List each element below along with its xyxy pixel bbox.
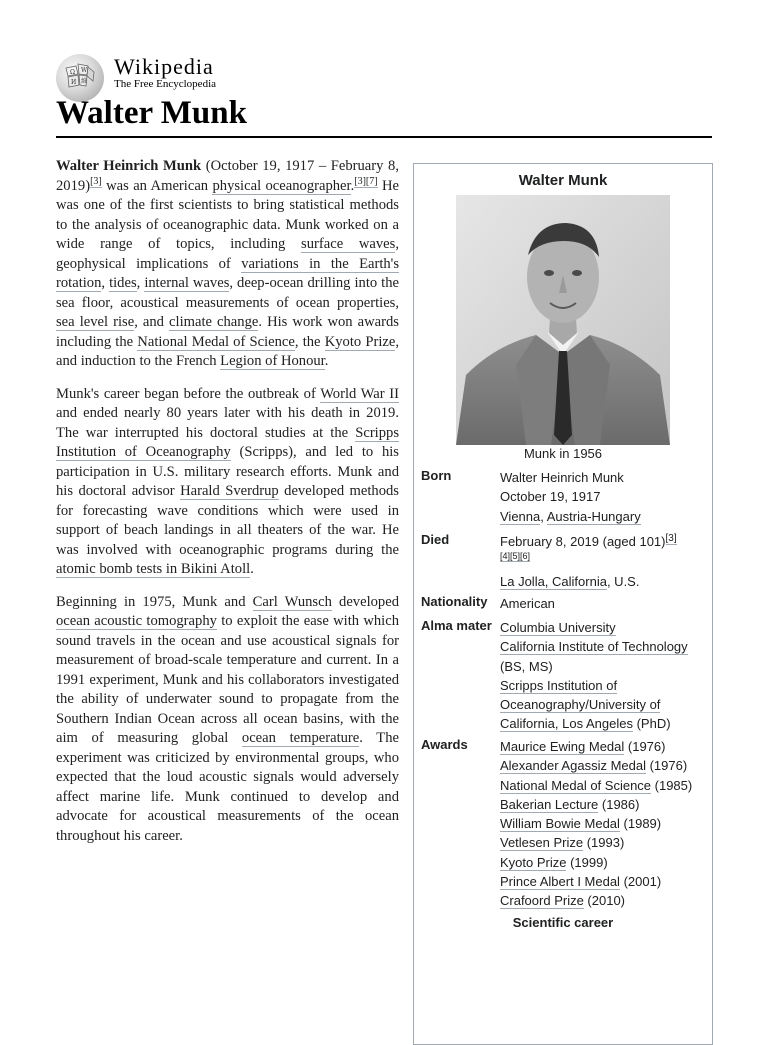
citation [354, 176, 377, 188]
award-item [500, 853, 710, 872]
school-item [500, 618, 710, 637]
link-kyoto-prize[interactable]: Kyoto Prize [324, 333, 396, 350]
school-degree: (PhD) [632, 716, 671, 732]
award-year: (1993) [583, 835, 625, 851]
link-award[interactable]: Maurice Ewing Medal [500, 739, 625, 754]
text: Munk's career began before the outbreak of [56, 385, 321, 402]
link-austria-hungary[interactable]: Austria-Hungary [546, 508, 641, 524]
text: . The experiment was criticized by environmental groups, who expected that the loud acoustic signals would adversely affect marine life. Munk continued to develop and advocate for acoustical measurements of the ocean throughout his career. [56, 730, 399, 844]
ref-3-link[interactable]: [3] [90, 175, 102, 187]
text: (Scripps), and led to his participation in U.S. military research efforts. Munk and his doctoral advisor [56, 444, 399, 499]
svg-text:維: 維 [81, 78, 88, 85]
ref-3-link[interactable]: [3] [354, 175, 366, 187]
link-award[interactable]: Vetlesen Prize [500, 835, 584, 851]
link-internal-waves[interactable]: internal waves [144, 275, 230, 291]
text: , [136, 275, 145, 291]
link-bikini-atoll-tests[interactable]: atomic bomb tests in Bikini Atoll [56, 561, 251, 577]
award-item [500, 814, 710, 833]
text: , and induction to the French [56, 333, 399, 369]
link-legion-of-honour[interactable]: Legion of Honour [220, 353, 325, 369]
award-year: (1999) [566, 854, 608, 870]
citation [90, 176, 102, 188]
infobox-title: Walter Munk [518, 172, 608, 189]
wikipedia-wordmark[interactable]: Wikipedia [114, 54, 214, 79]
svg-text:W: W [81, 67, 88, 74]
text: Beginning in 1975, Munk and [56, 593, 253, 610]
link-award[interactable]: Alexander Agassiz Medal [500, 758, 646, 774]
birth-date: October 19, 1917 [500, 489, 601, 505]
text: , [101, 275, 110, 291]
link-award[interactable]: Crafoord Prize [500, 893, 584, 909]
text: (October 19, 1917 – February 8, 2019) [56, 158, 399, 194]
nationality-text: American [500, 596, 555, 611]
link-award[interactable]: Prince Albert I Medal [500, 874, 620, 890]
link-award[interactable]: Kyoto Prize [500, 854, 567, 870]
link-national-medal-of-science[interactable]: National Medal of Science [137, 333, 295, 350]
ref-4-link[interactable]: [4] [500, 551, 511, 562]
career-paragraph [56, 385, 399, 580]
link-carl-wunsch[interactable]: Carl Wunsch [252, 593, 332, 610]
death-place [500, 572, 710, 591]
text: , and [134, 314, 170, 330]
link-vienna[interactable]: Vienna [500, 508, 541, 524]
award-item [500, 891, 710, 910]
born-value [500, 468, 710, 526]
award-year: (2001) [619, 874, 662, 890]
citation [666, 533, 677, 545]
title-divider [56, 136, 712, 138]
text: was an American [101, 177, 213, 194]
subject-name: Walter Heinrich Munk [56, 158, 202, 174]
link-ocean-acoustic-tomography[interactable]: ocean acoustic tomography [56, 613, 217, 629]
link-world-war-ii[interactable]: World War II [320, 385, 399, 402]
text: , the [294, 333, 325, 350]
award-item [500, 872, 710, 891]
svg-text:Ω: Ω [70, 69, 75, 76]
awards-label: Awards [421, 737, 468, 752]
link-caltech[interactable]: California Institute of Technology [500, 639, 688, 655]
award-item [500, 756, 710, 775]
portrait-image [456, 195, 670, 445]
nationality-label: Nationality [421, 594, 488, 609]
link-tides[interactable]: tides [109, 275, 137, 291]
died-value [500, 532, 710, 592]
separator: , [540, 508, 547, 524]
link-award[interactable]: William Bowie Medal [500, 816, 620, 832]
page-title: Walter Munk [56, 95, 247, 131]
text: . [324, 353, 329, 369]
intro-paragraph [56, 157, 399, 372]
text: and ended nearly 80 years later with his death in 2019. The war interrupted his doctoral studies at the [56, 405, 399, 441]
wikipedia-tagline: The Free Encyclopedia [114, 78, 217, 90]
link-physical-oceanographer[interactable]: physical oceanographer [212, 177, 351, 194]
ref-5-link[interactable]: [5] [510, 551, 521, 562]
link-scripps-ucla[interactable]: Scripps Institution of Oceanography/University of California, Los Angeles [500, 677, 661, 732]
award-item [500, 795, 710, 814]
link-scripps[interactable]: Scripps Institution of Oceanography [56, 424, 399, 460]
alma-mater-value [500, 618, 710, 734]
text: , deep-ocean drilling into the sea floor, acoustical measurements of ocean properties, [56, 275, 400, 311]
text: developed methods for forecasting wave conditions which were used in support of beach landings in all theaters of the war. He was involved with oceanographic programs during the [56, 483, 399, 558]
awards-value [500, 737, 710, 911]
death-date [500, 532, 710, 551]
text: . [350, 177, 355, 194]
died-label: Died [421, 532, 450, 547]
award-item [500, 833, 710, 852]
school-item [500, 676, 680, 734]
award-item [500, 737, 710, 756]
birth-place [500, 507, 710, 526]
link-columbia[interactable]: Columbia University [500, 620, 616, 635]
link-sea-level-rise[interactable]: sea level rise [56, 314, 135, 330]
text: developed [331, 593, 400, 610]
award-year: (1976) [624, 739, 666, 754]
link-award[interactable]: National Medal of Science [500, 777, 652, 793]
death-date-text: February 8, 2019 (aged 101) [500, 534, 666, 549]
alma-mater-label: Alma mater [421, 618, 492, 633]
award-year: (1989) [619, 816, 662, 832]
ref-3-link[interactable]: [3] [665, 532, 677, 544]
award-year: (2010) [583, 893, 626, 909]
school-degree: (BS, MS) [500, 658, 553, 674]
link-earth-rotation[interactable]: variations in the Earth's rotation [56, 255, 399, 291]
ref-6-link[interactable]: [6] [520, 551, 531, 562]
award-year: (1976) [645, 758, 688, 774]
award-item [500, 776, 710, 795]
award-year: (1985) [651, 777, 693, 793]
svg-text:И: И [71, 79, 77, 86]
link-climate-change[interactable]: climate change [169, 314, 259, 330]
school-item [500, 637, 710, 656]
tomography-paragraph [56, 593, 399, 847]
ref-7-link[interactable]: [7] [365, 175, 378, 187]
text: . His work won awards including the [56, 314, 399, 350]
nationality-value [500, 594, 710, 613]
award-year: (1986) [598, 796, 640, 812]
scientific-career-header: Scientific career [512, 915, 614, 930]
link-harald-sverdrup[interactable]: Harald Sverdrup [180, 483, 279, 499]
text: , geophysical implications of [56, 236, 399, 272]
article-body [56, 157, 399, 859]
born-label: Born [421, 468, 452, 483]
infobox [413, 163, 713, 1045]
text: . [250, 561, 254, 577]
photo-caption: Munk in 1956 [523, 446, 603, 461]
text: to exploit the ease with which sound travels in the ocean and use acoustical signals for measurement of broad-scale temperature and current. In a 1991 experiment, Munk and his collaborators investigated the ability of underwater sound to propagate from the Southern Indian Ocean across all ocean basins, with the aim of measuring global [56, 613, 399, 746]
birth-name: Walter Heinrich Munk [500, 470, 624, 485]
link-surface-waves[interactable]: surface waves [301, 236, 396, 252]
text: He was one of the first scientists to bring statistical methods to the analysis of oceanographic data. Munk worked on a wide range of topics, including [56, 177, 399, 252]
link-ocean-temperature[interactable]: ocean temperature [241, 730, 360, 746]
link-la-jolla[interactable]: La Jolla, California [500, 574, 607, 590]
death-refs [500, 551, 710, 562]
death-place-rest: , U.S. [606, 574, 640, 590]
link-award[interactable]: Bakerian Lecture [500, 796, 599, 812]
portrait-photo[interactable] [456, 195, 670, 445]
